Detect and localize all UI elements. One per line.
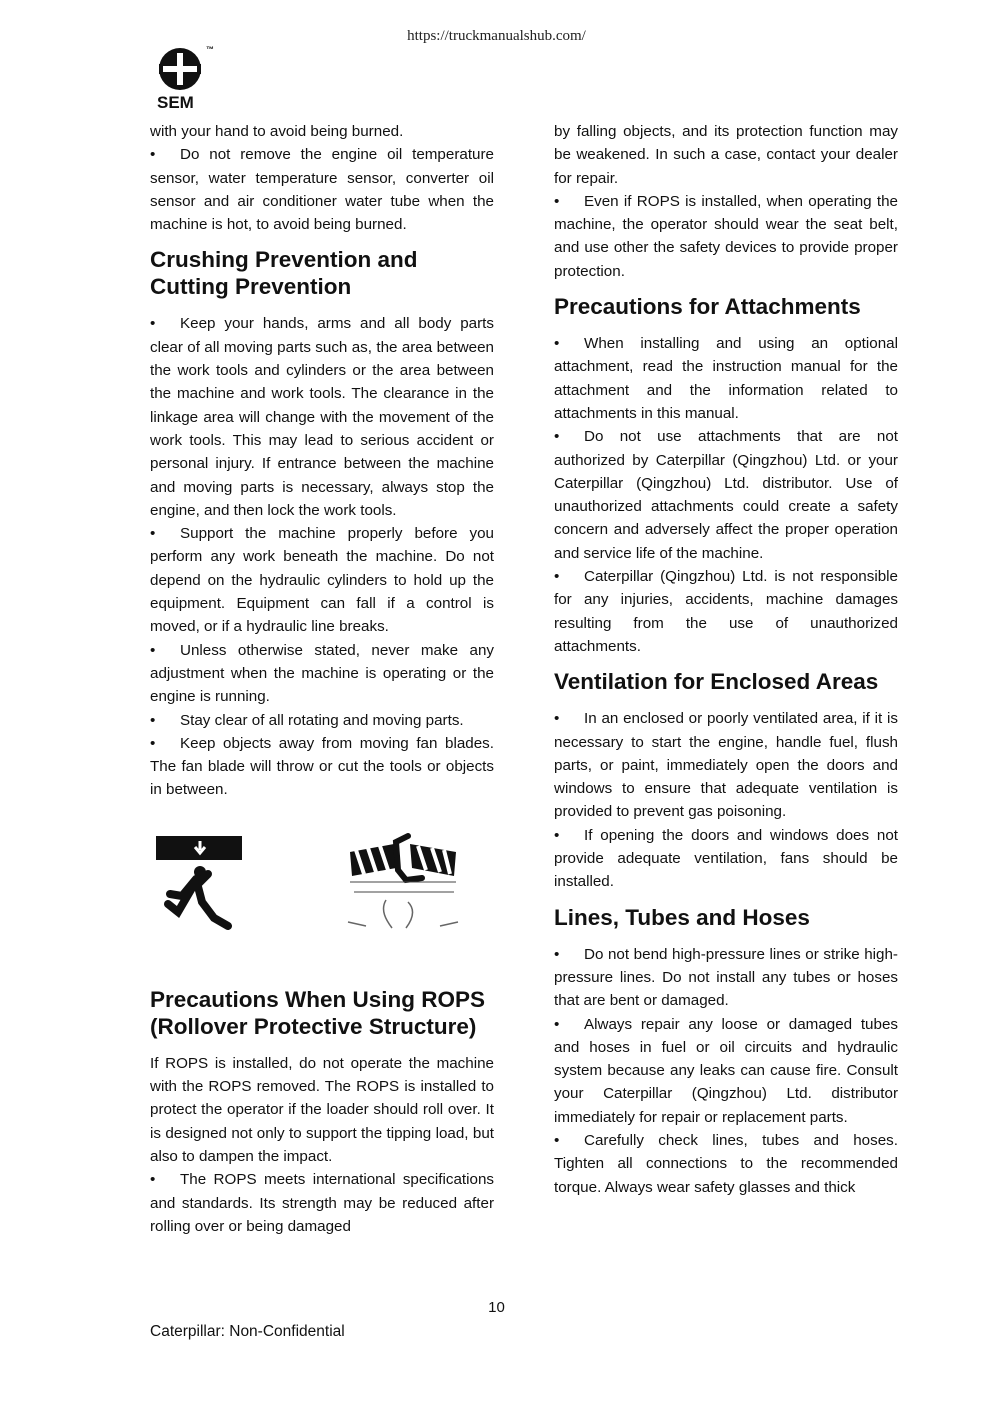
section-heading: Lines, Tubes and Hoses bbox=[554, 904, 810, 930]
section-heading: Crushing Prevention and Cutting Prevention bbox=[150, 247, 418, 300]
list-item: • Support the machine properly before you perform any work beneath the machine. Do not depend on the hydraulic cylinders to hold up the equipment. Equipment can fall if a control is moved, or if a hydraulic line breaks. bbox=[150, 525, 494, 636]
cutting-hazard-icon bbox=[346, 830, 462, 934]
list-item: • Always repair any loose or damaged tubes and hoses in fuel or oil circuits and hydraulic system because any leaks can cause fire. Consult your Caterpillar (Qingzhou) Ltd. distributor immediately for repair or replacement parts. bbox=[554, 1015, 898, 1126]
section-heading: Precautions When Using ROPS (Rollover Protective Structure) bbox=[150, 986, 486, 1039]
left-column bbox=[150, 120, 494, 1238]
list-item: • Do not use attachments that are not authorized by Caterpillar (Qingzhou) Ltd. or your Caterpillar (Qingzhou) Ltd. distributor. Use of unauthorized attachments could create a safety concern and adversely affect the proper operation and service life of the machine. bbox=[554, 428, 898, 562]
logo-tm: ™ bbox=[206, 45, 214, 54]
list-item: • The ROPS meets international specifications and standards. Its strength may be reduced after rolling over or being damaged bbox=[150, 1171, 494, 1235]
list-item: • Stay clear of all rotating and moving parts. bbox=[150, 711, 464, 729]
list-item: • When installing and using an optional attachment, read the instruction manual for the attachment and the information related to attachments in this manual. bbox=[554, 335, 898, 422]
section-heading: Ventilation for Enclosed Areas bbox=[554, 669, 879, 695]
page-number: 10 bbox=[488, 1299, 505, 1316]
list-item: • Unless otherwise stated, never make any adjustment when the machine is operating or the engine is running. bbox=[150, 641, 494, 706]
logo-text: SEM bbox=[157, 93, 194, 112]
list-item: • Do not remove the engine oil temperature sensor, water temperature sensor, converter oil sensor and air conditioner water tube when the machine is hot, to avoid being burned. bbox=[150, 146, 494, 234]
section-heading: Precautions for Attachments bbox=[554, 294, 861, 320]
hazard-illustrations bbox=[150, 836, 494, 976]
list-item: • In an enclosed or poorly ventilated area, if it is necessary to start the engine, handle fuel, flush parts, or paint, immediately open the doors and windows to ensure that adequate ventilation is provided to prevent gas poisoning. bbox=[554, 710, 898, 821]
list-item: • Caterpillar (Qingzhou) Ltd. is not responsible for any injuries, accidents, machine damages resulting from the use of unauthorized attachments. bbox=[554, 568, 898, 655]
paragraph: If ROPS is installed, do not operate the machine with the ROPS removed. The ROPS is installed to protect the operator if the loader should roll over. It is designed not only to support the tipping load, but also to dampen the impact. bbox=[150, 1054, 494, 1165]
footer-classification: Caterpillar: Non-Confidential bbox=[150, 1323, 345, 1340]
crushing-hazard-icon bbox=[156, 836, 246, 932]
sem-logo bbox=[154, 44, 218, 112]
list-item: • Do not bend high-pressure lines or strike high-pressure lines. Do not install any tubes or hoses that are bent or damaged. bbox=[554, 945, 898, 1010]
header-url: https://truckmanualshub.com/ bbox=[407, 28, 586, 44]
paragraph: with your hand to avoid being burned. bbox=[150, 123, 404, 140]
list-item: • Carefully check lines, tubes and hoses. Tighten all connections to the recommended torque. Always wear safety glasses and thick bbox=[554, 1131, 898, 1196]
paragraph: by falling objects, and its protection function may be weakened. In such a case, contact your dealer for repair. bbox=[554, 123, 898, 187]
list-item: • Keep objects away from moving fan blades. The fan blade will throw or cut the tools or objects in between. bbox=[150, 734, 494, 799]
list-item: • Keep your hands, arms and all body parts clear of all moving parts such as, the area between the work tools and cylinders or the area between the machine and work tools. The clearance in the linkage area will change with the movement of the work tools. This may lead to serious accident or personal injury. If entrance between the machine and moving parts is necessary, always stop the engine, and then lock the work tools. bbox=[150, 315, 494, 519]
right-column bbox=[554, 120, 898, 1199]
list-item: • Even if ROPS is installed, when operating the machine, the operator should wear the seat belt, and use other the safety devices to provide proper protection. bbox=[554, 192, 898, 280]
list-item: • If opening the doors and windows does not provide adequate ventilation, fans should be installed. bbox=[554, 826, 898, 891]
